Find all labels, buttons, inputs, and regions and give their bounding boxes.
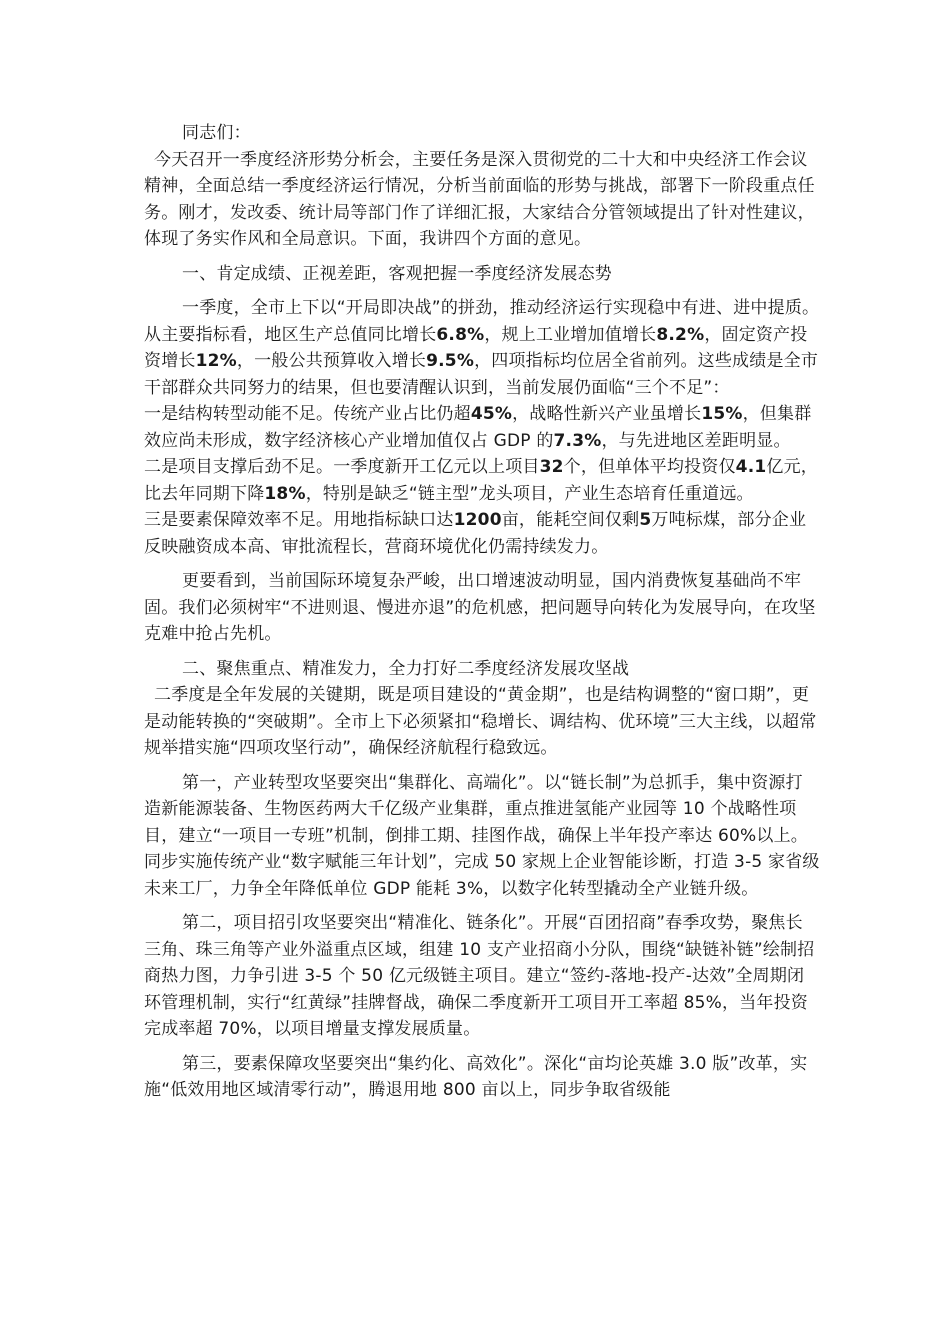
text: ，战略性新兴产业虽增长	[512, 404, 702, 424]
text: 三是要素保障效率不足。用地指标缺口达	[144, 510, 454, 530]
section-2-heading: 二、聚焦重点、精准发力，全力打好二季度经济发展攻坚战	[182, 658, 630, 679]
text: 一季度，全市上下以“开局即决战”的拼劲，推动经济运行实现稳中有进、进中提质。从主要指标看，地区生产总值同比增长	[144, 298, 820, 345]
text: ，一般公共预算收入增长	[236, 351, 427, 371]
shortfall-item-2	[144, 454, 820, 507]
section-2-paragraph-4: 第三，要素保障攻坚要突出“集约化、高效化”。深化“亩均论英雄 3.0 版”改革，实施“低效用地区域清零行动”，腾退用地 800 亩以上，同步争取省级能	[144, 1053, 808, 1100]
section-2-paragraph-2: 第一，产业转型攻坚要突出“集群化、高端化”。以“链长制”为总抓手，集中资源打造新能源装备、生物医药两大千亿级产业集群，重点推进氢能产业园等 10 个战略性项目，建立“一项目一专班”机制，倒排工期、挂图作战，确保上半年投产率达 60%以上。同步实施传统产业“数字赋能三年计划”，完成 50 家规上企业智能诊断，打造 3-5 家省级未来工厂，力争全年降低单位 GDP 能耗 3%，以数字化转型撬动全产业链升级。	[144, 772, 820, 899]
stat-investment-growth: 12%	[195, 351, 237, 371]
stat-project-count: 32	[539, 457, 564, 477]
section-1-paragraph-2: 更要看到，当前国际环境复杂严峻，出口增速波动明显，国内消费恢复基础尚不牢固。我们必须树牢“不进则退、慢进亦退”的危机感，把问题导向转化为发展导向，在攻坚克难中抢占先机。	[144, 571, 816, 644]
text: 一是结构转型动能不足。传统产业占比仍超	[144, 404, 471, 424]
section-2-paragraph-1: 二季度是全年发展的关键期，既是项目建设的“黄金期”，也是结构调整的“窗口期”，更是动能转换的“突破期”。全市上下必须紧扣“稳增长、调结构、优环境”三大主线，以超常规举措实施“四项攻坚行动”，确保经济航程行稳致远。	[144, 685, 817, 758]
document-page	[144, 120, 820, 1104]
shortfall-item-1	[144, 401, 820, 454]
text: ，规上工业增加值增长	[484, 324, 657, 345]
section-1-paragraph-1	[144, 295, 820, 401]
text: 亿元，比去年同期下降	[144, 457, 818, 504]
stat-energy-space: 5	[639, 510, 652, 530]
section-1-heading: 一、肯定成绩、正视差距，客观把握一季度经济发展态势	[182, 263, 612, 284]
stat-digital-share: 7.3%	[553, 430, 602, 451]
stat-emerging-growth: 15%	[701, 404, 743, 424]
text: ，固定资产投资增长	[144, 324, 808, 371]
text: 个，但单体平均投资仅	[563, 457, 736, 477]
stat-avg-investment: 4.1	[735, 457, 767, 477]
stat-yoy-decline: 18%	[264, 483, 306, 504]
text: 亩，能耗空间仅剩	[501, 510, 640, 530]
stat-land-gap: 1200	[453, 510, 502, 530]
text: ，特别是缺乏“链主型”龙头项目，产业生态培育任重道远。	[305, 483, 754, 504]
section-2-paragraph-3: 第二，项目招引攻坚要突出“精准化、链条化”。开展“百团招商”春季攻势，聚焦长三角、珠三角等产业外溢重点区域，组建 10 支产业招商小分队，围绕“缺链补链”绘制招商热力图，力争引进 3-5 个 50 亿元级链主项目。建立“签约-落地-投产-达效”全周期闭环管理机制，实行“红黄绿”挂牌督战，确保二季度新开工项目开工率超 85%，当年投资完成率超 70%，以项目增量支撑发展质量。	[144, 913, 815, 1039]
salutation: 同志们：	[182, 123, 251, 143]
stat-revenue-growth: 9.5%	[426, 351, 475, 371]
stat-traditional-share: 45%	[470, 404, 513, 424]
stat-industry-growth: 8.2%	[656, 324, 705, 345]
shortfall-item-3	[144, 507, 820, 560]
text: ，与先进地区差距明显。	[601, 430, 791, 451]
text: 万吨标煤，部分企业反映融资成本高、审批流程长，营商环境优化仍需持续发力。	[144, 510, 807, 557]
text: ，四项指标均位居全省前列。这些成绩是全市干部群众共同努力的结果，但也要清醒认识到，当前发展仍面临“三个不足”：	[144, 351, 819, 398]
text: 二是项目支撑后劲不足。一季度新开工亿元以上项目	[144, 457, 540, 477]
text: ，但集群效应尚未形成，数字经济核心产业增加值仅占 GDP 的	[144, 404, 812, 451]
stat-gdp-growth: 6.8%	[436, 324, 485, 345]
intro-paragraph: 今天召开一季度经济形势分析会，主要任务是深入贯彻党的二十大和中央经济工作会议精神，全面总结一季度经济运行情况，分析当前面临的形势与挑战，部署下一阶段重点任务。刚才，发改委、统计局等部门作了详细汇报，大家结合分管领域提出了针对性建议，体现了务实作风和全局意识。下面，我讲四个方面的意见。	[144, 149, 815, 249]
